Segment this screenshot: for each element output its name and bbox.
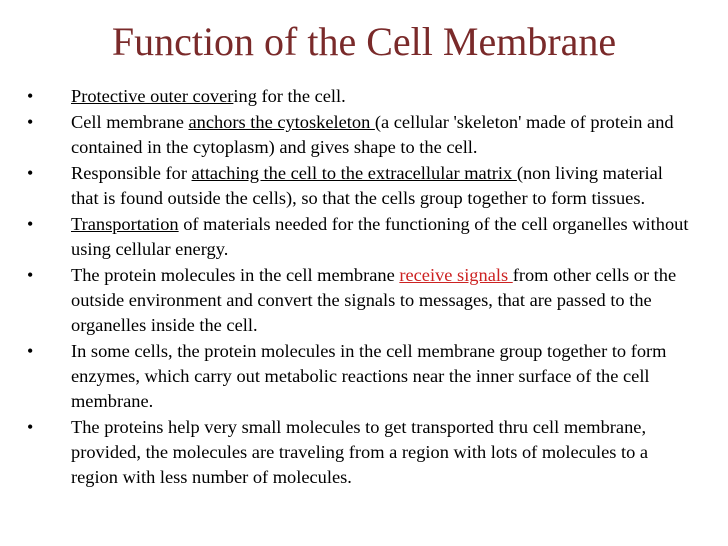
bullet-dot-icon: • bbox=[27, 163, 34, 183]
bullet-list bbox=[27, 84, 695, 491]
bullet-text: (a cellular 'skeleton' made of protein and contained in the cytoplasm) and gives shape to the cell. bbox=[71, 112, 674, 157]
bullet-item bbox=[27, 84, 695, 109]
bullet-text-underlined: attaching the cell to the extracellular matrix bbox=[191, 163, 517, 183]
bullet-dot-icon: • bbox=[27, 265, 34, 285]
bullet-text: Responsible for bbox=[71, 163, 192, 183]
bullet-item bbox=[27, 263, 695, 338]
slide-title: Function of the Cell Membrane bbox=[111, 19, 617, 64]
bullet-text: of materials needed for the functioning of the cell organelles without using cellular energy. bbox=[71, 214, 689, 259]
bullet-text: from other cells or the outside environment and convert the signals to messages, that are passed to the organelles inside the cell. bbox=[71, 265, 677, 335]
bullet-text: Cell membrane bbox=[71, 112, 189, 132]
bullet-dot-icon: • bbox=[27, 341, 34, 361]
bullet-item bbox=[27, 161, 695, 211]
bullet-text-highlighted: receive signals bbox=[399, 265, 513, 285]
bullet-text: The protein molecules in the cell membrane bbox=[71, 265, 400, 285]
bullet-text-underlined: Protective outer cover bbox=[71, 86, 234, 106]
bullet-text-underlined: anchors the cytoskeleton bbox=[188, 112, 375, 132]
bullet-item bbox=[27, 110, 695, 160]
bullet-item bbox=[27, 339, 695, 414]
bullet-text-underlined: Transportation bbox=[71, 214, 179, 234]
bullet-text: In some cells, the protein molecules in the cell membrane group together to form enzymes, which carry out metabolic reactions near the inner surface of the cell membrane. bbox=[71, 341, 667, 411]
bullet-text: (non living material that is found outside the cells), so that the cells group together to form tissues. bbox=[71, 163, 663, 208]
bullet-text: The proteins help very small molecules to get transported thru cell membrane, provided, the molecules are traveling from a region with lots of molecules to a region with less number of molecules. bbox=[71, 417, 649, 487]
bullet-dot-icon: • bbox=[27, 214, 34, 234]
bullet-item bbox=[27, 212, 695, 262]
bullet-dot-icon: • bbox=[27, 417, 34, 437]
bullet-item bbox=[27, 415, 695, 490]
bullet-text: ing for the cell. bbox=[233, 86, 346, 106]
bullet-dot-icon: • bbox=[27, 112, 34, 132]
bullet-dot-icon: • bbox=[27, 86, 34, 106]
